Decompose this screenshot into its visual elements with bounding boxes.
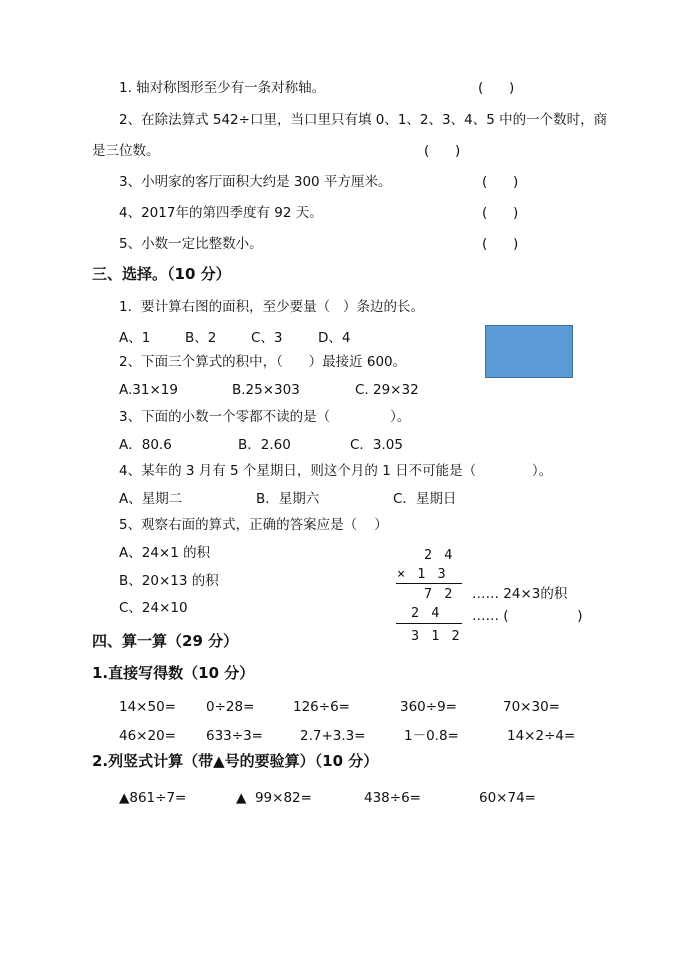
direct-r1-c2: 0÷28= xyxy=(206,699,255,715)
direct-r2-c4: 1－0.8= xyxy=(404,728,459,744)
choice-q1-opt-c: C、3 xyxy=(251,330,283,346)
calc-row-3: 7 2 xyxy=(424,586,455,602)
direct-r1-c3: 126÷6= xyxy=(293,699,350,715)
choice-q1-opt-d: D、4 xyxy=(318,330,351,346)
calc-note-2: …… ( ) xyxy=(472,608,583,624)
calc-row-1: 2 4 xyxy=(424,547,455,563)
choice-q4-opt-a: A、星期二 xyxy=(119,491,183,507)
direct-r1-c5: 70×30= xyxy=(503,699,560,715)
choice-q3: 3、下面的小数一个零都不读的是（ ）。 xyxy=(119,409,411,425)
calc-row-2: × 1 3 xyxy=(397,566,448,582)
vertical-item-3: 438÷6= xyxy=(364,790,421,806)
vertical-item-1: ▲861÷7= xyxy=(119,790,187,806)
choice-q3-opt-a: A．80.6 xyxy=(119,437,172,453)
calc-rule-2 xyxy=(396,623,462,624)
choice-q4-opt-c: C．星期日 xyxy=(393,491,457,507)
judge-answer-5[interactable]: ( ) xyxy=(482,236,519,252)
judge-item-2: 2、在除法算式 542÷口里，当口里只有填 0、1、2、3、4、5 中的一个数时，商 xyxy=(119,112,608,128)
direct-heading: 1.直接写得数（10 分） xyxy=(92,664,255,682)
judge-answer-3[interactable]: ( ) xyxy=(482,174,519,190)
choice-q2-opt-a: A.31×19 xyxy=(119,382,178,398)
judge-answer-4[interactable]: ( ) xyxy=(482,205,519,221)
judge-item-5: 5、小数一定比整数小。 xyxy=(119,236,263,252)
judge-item-1: 1. 轴对称图形至少有一条对称轴。 xyxy=(119,80,326,96)
choice-q1: 1．要计算右图的面积，至少要量（ ）条边的长。 xyxy=(119,299,424,315)
choice-q2-opt-c: C. 29×32 xyxy=(355,382,419,398)
section-choice-heading: 三、选择。（10 分） xyxy=(92,265,231,283)
direct-r2-c3: 2.7+3.3= xyxy=(300,728,366,744)
section-compute-heading: 四、算一算（29 分） xyxy=(92,632,239,650)
direct-r1-c4: 360÷9= xyxy=(400,699,457,715)
judge-item-4: 4、2017年的第四季度有 92 天。 xyxy=(119,205,323,221)
calc-row-5: 3 1 2 xyxy=(411,628,462,644)
judge-item-2-cont: 是三位数。 xyxy=(92,143,160,159)
choice-q4: 4、某年的 3 月有 5 个星期日，则这个月的 1 日不可能是（ ）。 xyxy=(119,463,553,479)
vertical-item-2: ▲ 99×82= xyxy=(236,790,312,806)
vertical-item-4: 60×74= xyxy=(479,790,536,806)
direct-r2-c1: 46×20= xyxy=(119,728,176,744)
choice-q4-opt-b: B．星期六 xyxy=(256,491,320,507)
calc-row-4: 2 4 xyxy=(411,605,442,621)
judge-answer-2[interactable]: ( ) xyxy=(424,143,461,159)
choice-q5-opt-b: B、20×13 的积 xyxy=(119,573,219,589)
vertical-heading: 2.列竖式计算（带▲号的要验算）（10 分） xyxy=(92,752,379,770)
choice-q1-opt-a: A、1 xyxy=(119,330,151,346)
choice-q3-opt-b: B．2.60 xyxy=(238,437,291,453)
direct-r2-c2: 633÷3= xyxy=(206,728,263,744)
choice-q5-opt-c: C、24×10 xyxy=(119,600,188,616)
choice-q2: 2、下面三个算式的积中，（ ）最接近 600。 xyxy=(119,354,407,370)
choice-q2-opt-b: B.25×303 xyxy=(232,382,300,398)
direct-r2-c5: 14×2÷4= xyxy=(507,728,576,744)
calc-rule-1 xyxy=(396,583,462,584)
judge-answer-1[interactable]: ( ) xyxy=(478,80,515,96)
choice-q1-opt-b: B、2 xyxy=(185,330,217,346)
choice-q5: 5、观察右面的算式，正确的答案应是（ ） xyxy=(119,517,388,533)
choice-q3-opt-c: C．3.05 xyxy=(350,437,403,453)
direct-r1-c1: 14×50= xyxy=(119,699,176,715)
calc-note-1: …… 24×3的积 xyxy=(472,586,568,602)
choice-q5-opt-a: A、24×1 的积 xyxy=(119,545,211,561)
blue-rectangle-figure xyxy=(485,325,573,378)
judge-item-3: 3、小明家的客厅面积大约是 300 平方厘米。 xyxy=(119,174,392,190)
